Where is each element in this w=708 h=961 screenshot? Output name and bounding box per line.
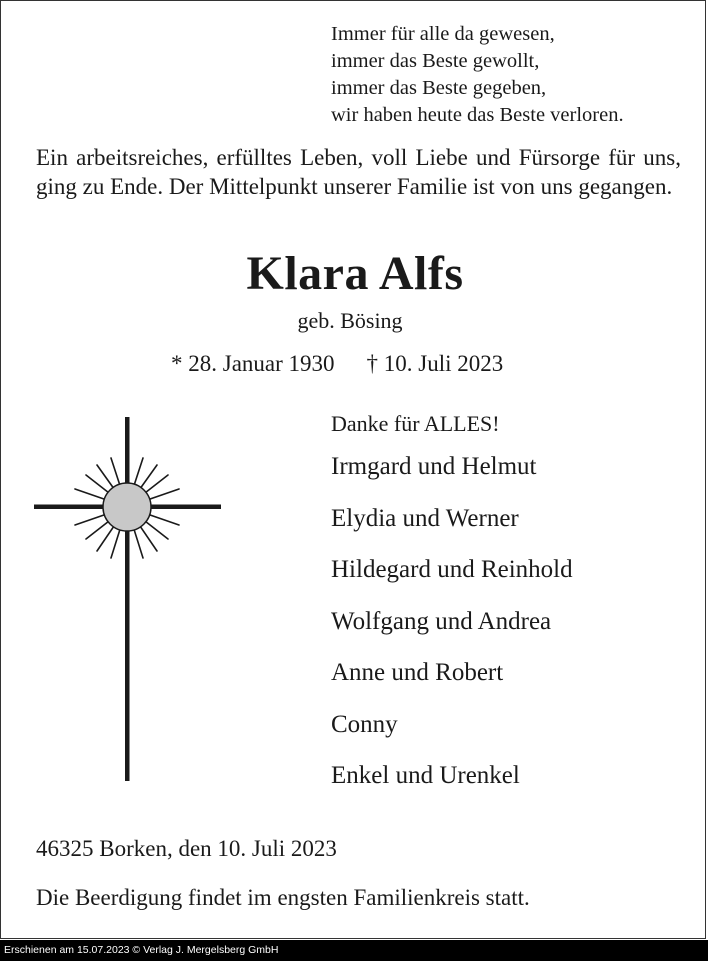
poem-line: wir haben heute das Beste verloren. [331,104,624,126]
funeral-note: Die Beerdigung findet im engsten Familienkreis statt. [36,885,530,910]
mourners-list [331,449,573,810]
list-item: Wolfgang und Andrea [331,607,552,635]
poem [331,21,691,129]
maiden-name: geb. Bösing [297,308,403,333]
list-item: Irmgard und Helmut [331,453,537,480]
publication-footer: Erschienen am 15.07.2023 © Verlag J. Mergelsberg GmbH [0,940,708,961]
death-date: † 10. Juli 2023 [366,351,504,376]
place-date: 46325 Borken, den 10. Juli 2023 [36,836,337,861]
list-item: Hildegard und Reinhold [331,556,573,583]
list-item: Elydia und Werner [331,504,519,532]
birth-date: * 28. Januar 1930 [171,351,335,376]
list-item: Enkel und Urenkel [331,762,520,789]
list-item: Anne und Robert [331,659,504,686]
poem-line: Immer für alle da gewesen, [331,23,555,45]
intro-text: Ein arbeitsreiches, erfülltes Leben, voll Liebe und Fürsorge für uns, ging zu Ende. Der Mittelpunkt unserer Familie ist von uns gegangen. [36,145,681,199]
thanks-line: Danke für ALLES! [331,411,500,436]
poem-line: immer das Beste gewollt, [331,50,540,72]
cross-with-sun-icon [31,415,223,785]
deceased-name: Klara Alfs [246,247,464,300]
life-dates [171,349,591,379]
poem-line: immer das Beste gegeben, [331,77,547,99]
list-item: Conny [331,710,398,738]
